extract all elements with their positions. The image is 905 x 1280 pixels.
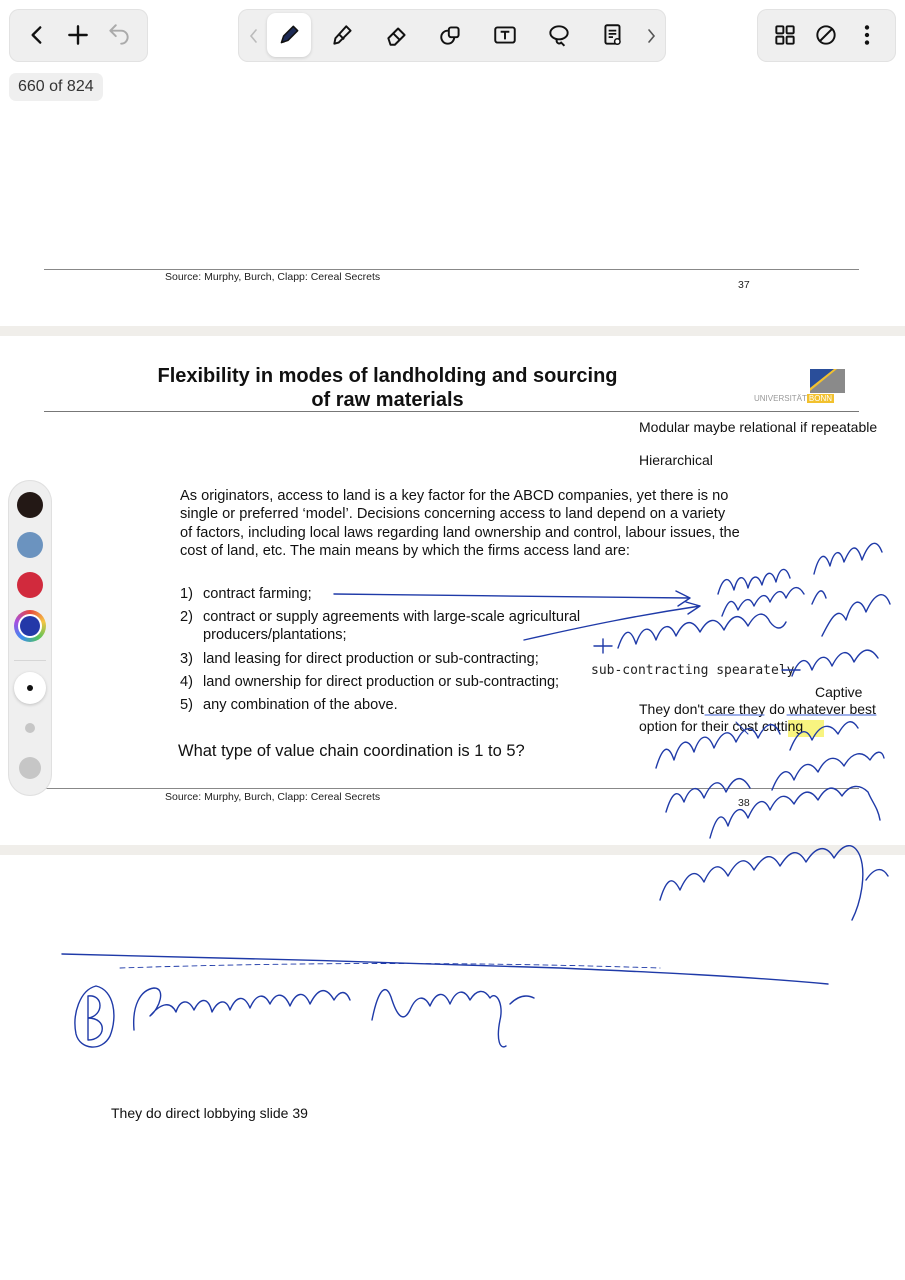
palette-divider	[14, 660, 46, 661]
more-options-button[interactable]	[845, 13, 889, 57]
slide-title	[120, 364, 655, 412]
ink-scribble-relational	[722, 588, 890, 636]
note-hierarchical: Hierarchical	[639, 452, 713, 468]
slide-title-line-1: Flexibility in modes of landholding and sourcing	[157, 365, 618, 387]
ink-scribble-hierarchical	[594, 614, 786, 653]
slide-title-rule	[44, 411, 859, 412]
page-view-icon	[600, 22, 626, 48]
list-item-2-text: contract or supply agreements with large-scale agricultural	[203, 609, 581, 625]
ink-scribble-modular	[718, 543, 882, 594]
scroll-left-icon[interactable]	[246, 26, 260, 46]
page-separator	[0, 326, 905, 336]
color-swatch-blue-grey[interactable]	[17, 532, 43, 558]
pen-tool-button[interactable]	[267, 13, 311, 57]
logo-text-bonn: BONN	[808, 394, 833, 403]
list-item-4-text: land ownership for direct production or sub-contracting;	[203, 674, 560, 690]
back-button[interactable]	[15, 13, 59, 57]
chevron-left-icon	[24, 22, 50, 48]
note-modular: Modular maybe relational if repeatable	[639, 419, 878, 435]
eraser-icon	[384, 22, 410, 48]
list-item-4-num: 4)	[180, 674, 193, 690]
highlighter-icon	[330, 22, 356, 48]
eraser-tool-button[interactable]	[375, 13, 419, 57]
view-toolbar-group	[757, 9, 896, 62]
page-view-tool-button[interactable]	[591, 13, 635, 57]
page-37-footer-rule	[44, 269, 859, 270]
undo-icon	[106, 22, 132, 48]
color-swatch-selected-blue-fill	[20, 616, 40, 636]
ink-scribble-lobbying	[134, 988, 534, 1047]
scroll-right-icon[interactable]	[645, 26, 659, 46]
text-box-icon	[492, 22, 518, 48]
highlighter-tool-button[interactable]	[321, 13, 365, 57]
ink-scribble-they-do-whatever	[666, 752, 884, 812]
page-38-source: Source: Murphy, Burch, Clapp: Cereal Secrets	[165, 791, 381, 803]
slide-question: What type of value chain coordination is 1 to 5?	[178, 742, 525, 760]
no-pen-button[interactable]	[804, 13, 848, 57]
list-item-2-text-cont: producers/plantations;	[203, 627, 347, 643]
circle-slash-icon	[813, 22, 839, 48]
list-item-2-num: 2)	[180, 609, 193, 625]
more-vertical-icon	[854, 22, 880, 48]
ink-scribble-their-cost-cutting	[660, 846, 888, 920]
university-logo	[754, 368, 846, 406]
page-38-number: 38	[738, 797, 750, 809]
list-item-5-text: any combination of the above.	[203, 697, 398, 713]
logo-text-universitat: UNIVERSITÄT	[754, 394, 807, 403]
ink-arrow-1	[334, 591, 690, 606]
note-lobbying: They do direct lobbying slide 39	[111, 1105, 308, 1121]
note-dont-care-line-2: option for their cost cutting	[639, 718, 804, 734]
shapes-icon	[438, 22, 464, 48]
note-dont-care-line-1: They don't care they do whatever best	[639, 701, 876, 717]
pen-icon	[276, 22, 302, 48]
stroke-size-small-dot	[27, 685, 33, 691]
page-indicator: 660 of 824	[9, 73, 103, 101]
note-captive: Captive	[815, 684, 863, 700]
color-swatch-red[interactable]	[17, 572, 43, 598]
grid-view-button[interactable]	[763, 13, 807, 57]
stroke-size-large[interactable]	[19, 757, 41, 779]
ink-long-line	[62, 954, 828, 984]
add-page-button[interactable]	[56, 13, 100, 57]
grid-icon	[772, 22, 798, 48]
ink-long-dashed-line	[120, 964, 660, 969]
lasso-icon	[546, 22, 572, 48]
undo-button[interactable]	[97, 13, 141, 57]
page-37-number: 37	[738, 279, 750, 291]
text-box-tool-button[interactable]	[483, 13, 527, 57]
shapes-tool-button[interactable]	[429, 13, 473, 57]
list-item-3-text: land leasing for direct production or sub-contracting;	[203, 651, 539, 667]
list-item-3-num: 3)	[180, 651, 193, 667]
ink-letter-b	[88, 996, 102, 1040]
list-item-5-num: 5)	[180, 697, 193, 713]
note-subcontracting: sub-contracting spearately	[591, 663, 795, 678]
page-37-source: Source: Murphy, Burch, Clapp: Cereal Secrets	[165, 271, 381, 283]
slide-intro-paragraph: As originators, access to land is a key factor for the ABCD companies, yet there is no single or preferred ‘model’. Decisions concerning access to land depend on a variety of factors, including local laws regarding land ownership and control, labour issues, the cost of land, etc. The main means by which the firms access land are:	[180, 488, 740, 560]
stroke-size-medium[interactable]	[25, 723, 35, 733]
list-item-1-num: 1)	[180, 586, 193, 602]
ink-circle-b	[75, 986, 114, 1047]
tools-toolbar-group	[238, 9, 666, 62]
list-item-1-text: contract farming;	[203, 586, 312, 602]
page-38-footer-rule	[44, 788, 859, 789]
slide-title-line-2: of raw materials	[311, 389, 464, 411]
lasso-tool-button[interactable]	[537, 13, 581, 57]
pen-palette	[8, 480, 52, 796]
page-separator-2	[0, 845, 905, 855]
plus-icon	[65, 22, 91, 48]
ink-scribble-captive	[782, 650, 878, 676]
ink-scribble-best-option	[710, 786, 880, 838]
nav-toolbar-group	[9, 9, 148, 62]
color-swatch-black[interactable]	[17, 492, 43, 518]
